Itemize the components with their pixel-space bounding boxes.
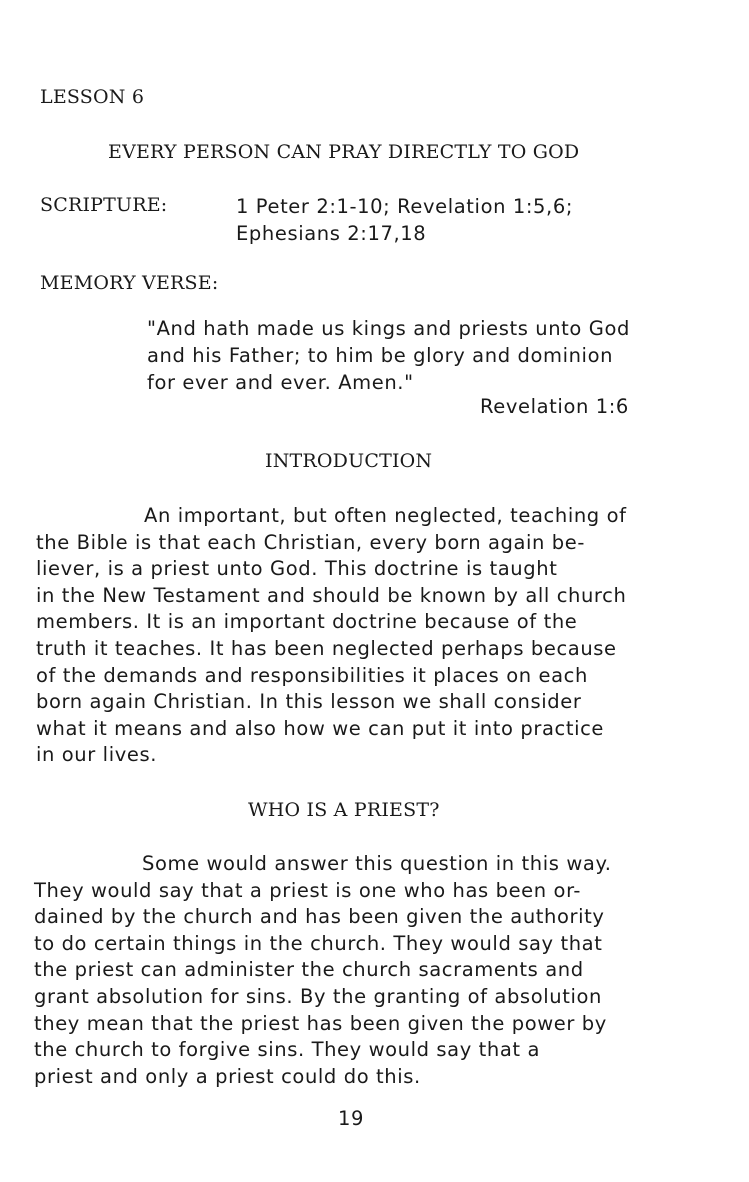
memory-verse-text — [147, 315, 630, 396]
scripture-line: Ephesians 2:17,18 — [236, 222, 427, 245]
paragraph-line: They would say that a priest is one who has been or- — [34, 878, 582, 902]
paragraph-line: liever, is a priest unto God. This doctrine is taught — [36, 557, 558, 581]
introduction-heading: INTRODUCTION — [265, 450, 433, 472]
paragraph-line: of the demands and responsibilities it places on each — [36, 663, 588, 687]
paragraph-line: dained by the church and has been given the authority — [34, 905, 605, 929]
paragraph-line: the priest can administer the church sacraments and — [34, 958, 584, 982]
scripture-line: 1 Peter 2:1-10; Revelation 1:5,6; — [236, 195, 574, 218]
paragraph-line: born again Christian. In this lesson we shall consider — [36, 690, 582, 714]
paragraph-line: in our lives. — [36, 743, 158, 767]
verse-line: and his Father; to him be glory and dominion — [147, 344, 614, 367]
memory-verse-label: MEMORY VERSE: — [40, 272, 219, 294]
lesson-number: LESSON 6 — [40, 86, 145, 108]
paragraph-line: in the New Testament and should be known by all church — [36, 583, 627, 607]
paragraph-line: to do certain things in the church. They would say that — [34, 931, 603, 955]
paragraph-line: priest and only a priest could do this. — [34, 1064, 421, 1088]
paragraph-line: members. It is an important doctrine because of the — [36, 610, 578, 634]
paragraph-line: the Bible is that each Christian, every born again be- — [36, 530, 586, 554]
paragraph-line: the church to forgive sins. They would say that a — [34, 1038, 541, 1062]
paragraph-line: truth it teaches. It has been neglected perhaps because — [36, 636, 617, 660]
scripture-label: SCRIPTURE: — [40, 194, 168, 216]
paragraph-line: they mean that the priest has been given the power by — [34, 1011, 607, 1035]
paragraph-line: what it means and also how we can put it into practice — [36, 716, 605, 740]
page-number: 19 — [338, 1107, 365, 1130]
verse-line: for ever and ever. Amen." — [147, 371, 414, 394]
who-is-a-priest-heading: WHO IS A PRIEST? — [248, 799, 440, 821]
paragraph-line: An important, but often neglected, teaching of — [144, 504, 627, 527]
verse-line: "And hath made us kings and priests unto God — [147, 317, 630, 340]
lesson-title: EVERY PERSON CAN PRAY DIRECTLY TO GOD — [108, 141, 580, 163]
paragraph-line: grant absolution for sins. By the granting of absolution — [34, 984, 602, 1008]
paragraph-line: Some would answer this question in this way. — [142, 852, 612, 875]
introduction-paragraph — [36, 503, 627, 769]
memory-verse-reference: Revelation 1:6 — [480, 395, 629, 418]
scripture-references — [236, 193, 573, 247]
who-is-a-priest-paragraph — [34, 851, 612, 1090]
